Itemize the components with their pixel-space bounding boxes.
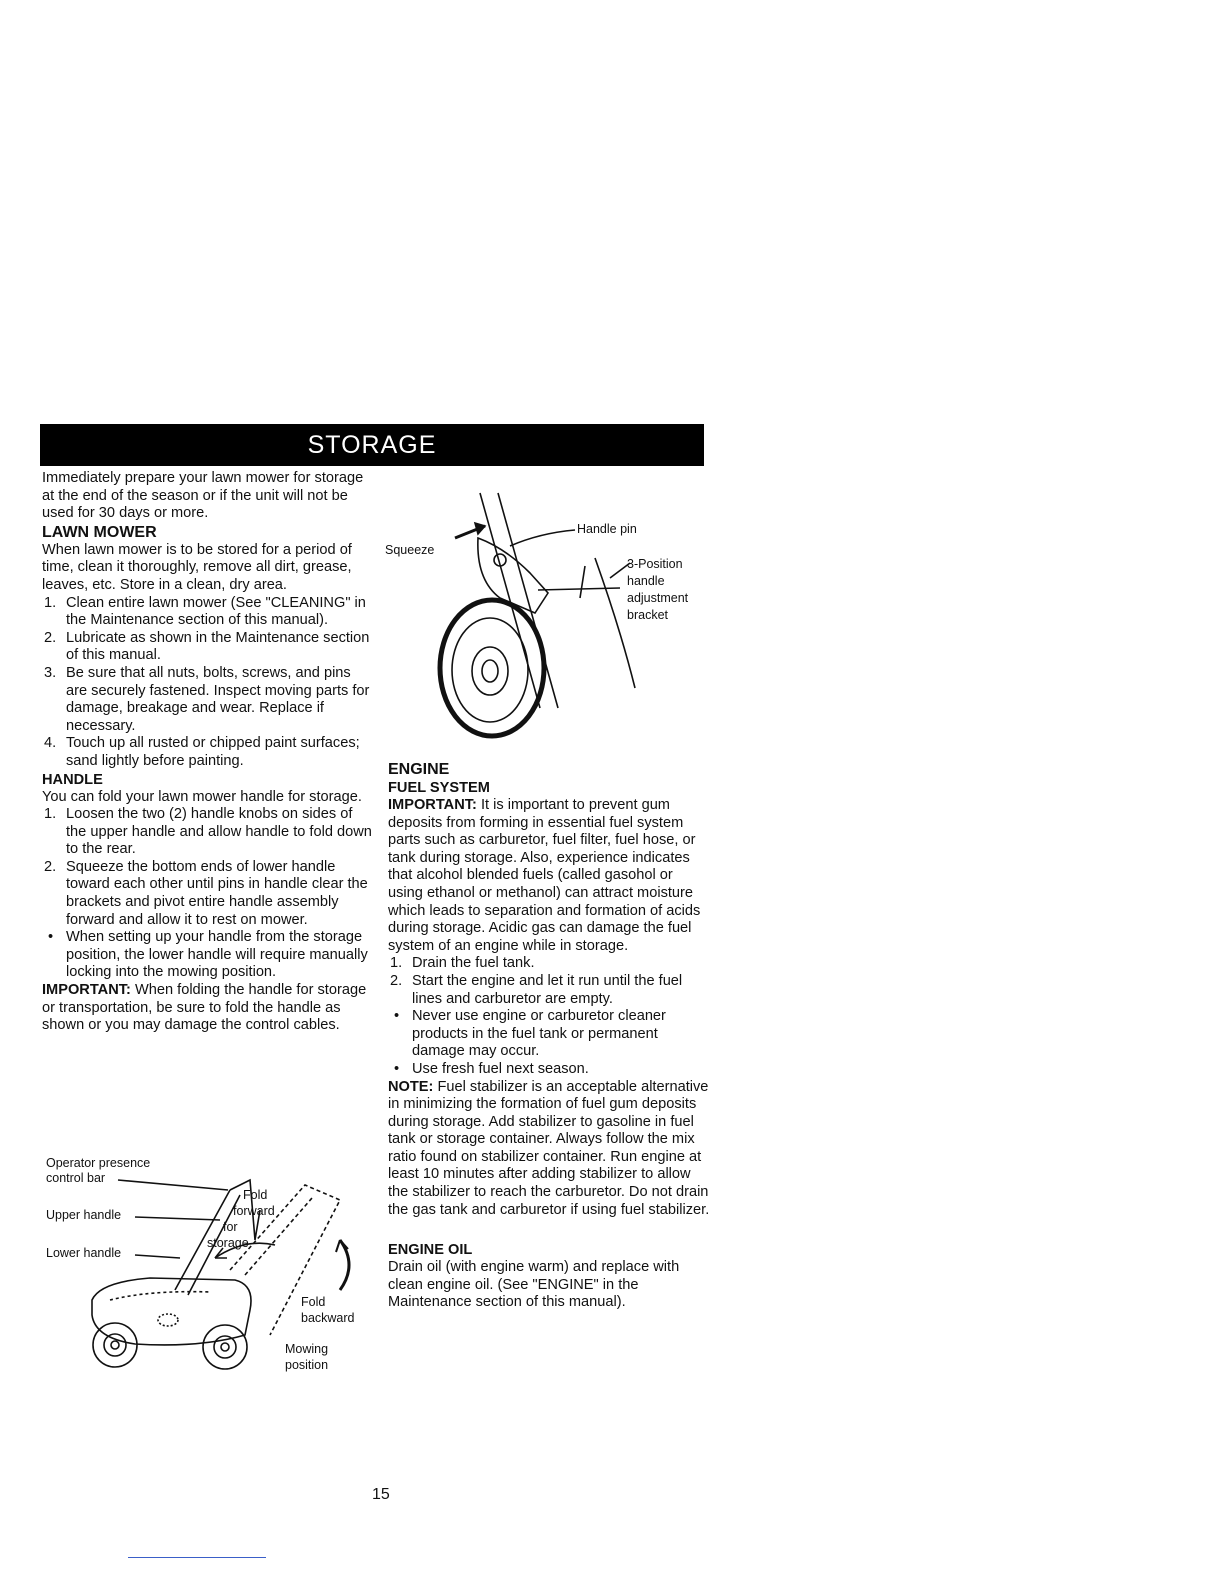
lawn-mower-heading: LAWN MOWER	[42, 523, 157, 541]
fold-backward-label: Fold	[301, 1295, 326, 1309]
fold-forward-label-3: for	[223, 1220, 238, 1234]
fold-forward-label-2: forward	[233, 1204, 275, 1218]
page-number: 15	[372, 1486, 390, 1503]
right-column	[388, 760, 710, 1312]
fold-backward-label-2: backward	[301, 1311, 355, 1325]
fuel-system-heading: FUEL SYSTEM	[388, 780, 490, 796]
handle-heading: HANDLE	[42, 771, 103, 788]
fuel-important: IMPORTANT: It is important to prevent gum deposits from forming in essential fuel system parts such as carburetor, fuel filter, fuel hose, or tank during storage. Also, experience indicates that alcohol blended fuels (called gasohol or using ethanol or methanol) can attract moisture which leads to separation and formation of acids during storage. Acidic gas can damage the fuel system of an engine while in storage.	[388, 797, 701, 954]
lawn-mower-steps	[42, 595, 372, 771]
lawn-mower-text: When lawn mower is to be stored for a period of time, clean it thoroughly, remove all dirt, grease, leaves, etc. Store in a clean, dry area.	[42, 541, 352, 593]
fold-forward-label: Fold	[243, 1188, 268, 1202]
list-item: 1. Drain the fuel tank.	[390, 955, 535, 972]
upper-handle-label: Upper handle	[46, 1208, 122, 1222]
list-item: 3. Be sure that all nuts, bolts, screws, and pins are securely fastened. Inspect moving parts for damage, breakage and wear. Replace if necessary.	[44, 664, 370, 734]
bracket-label-4: bracket	[627, 608, 668, 622]
list-item: 4. Touch up all rusted or chipped paint surfaces; sand lightly before painting.	[44, 735, 360, 769]
section-banner: STORAGE	[40, 424, 704, 466]
list-item: 2. Start the engine and let it run until the fuel lines and carburetor are empty.	[390, 972, 683, 1007]
mowing-position-label-2: position	[285, 1358, 329, 1372]
handle-pin-label: Handle pin	[577, 522, 637, 536]
fold-forward-label-4: storage	[207, 1236, 249, 1250]
bracket-figure	[380, 478, 710, 740]
list-item: • When setting up your handle from the storage position, the lower handle will require manually locking into the mowing position.	[48, 929, 368, 981]
handle-steps	[42, 806, 372, 982]
list-item: • Never use engine or carburetor cleaner products in the fuel tank or permanent damage may occur.	[394, 1008, 666, 1060]
mower-illustration	[40, 1150, 380, 1405]
bracket-label-3: adjustment	[627, 591, 689, 605]
bracket-label-2: handle	[627, 574, 665, 588]
operator-label-2: control bar	[46, 1171, 106, 1185]
handle-fold-figure	[40, 1150, 380, 1405]
handle-important: IMPORTANT: When folding the handle for storage or transportation, be sure to fold the handle as shown or you may damage the control cables.	[42, 982, 367, 1034]
footer-rule	[128, 1557, 266, 1558]
squeeze-label: Squeeze	[385, 543, 435, 557]
lower-handle-label: Lower handle	[46, 1246, 122, 1260]
mowing-position-label: Mowing	[285, 1342, 329, 1356]
operator-label: Operator presence	[46, 1156, 151, 1170]
engine-heading: ENGINE	[388, 761, 450, 778]
list-item: 2. Lubricate as shown in the Maintenance section of this manual.	[44, 629, 370, 664]
fuel-steps	[388, 955, 710, 1078]
list-item: 1. Loosen the two (2) handle knobs on sides of the upper handle and allow handle to fold down to the rear.	[44, 806, 372, 858]
list-item: 2. Squeeze the bottom ends of lower handle toward each other until pins in handle clear the brackets and pivot entire handle assembly forward and allow it to rest on mower.	[44, 858, 368, 928]
engine-oil-text: Drain oil (with engine warm) and replace with clean engine oil. (See "ENGINE" in the Maintenance section of this manual).	[388, 1259, 680, 1311]
list-item: 1. Clean entire lawn mower (See "CLEANING" in the Maintenance section of this manual).	[44, 594, 366, 629]
list-item: • Use fresh fuel next season.	[394, 1060, 589, 1077]
fuel-note: NOTE: Fuel stabilizer is an acceptable alternative in minimizing the formation of fuel gum deposits during storage. Add stabilizer to gasoline in fuel tank or storage container. Always follow the mix ratio found on stabilizer container. Run engine at least 10 minutes after adding stabilizer to allow the stabilizer to reach the carburetor. Do not drain the gas tank and carburetor if using fuel stabilizer.	[388, 1078, 710, 1218]
engine-oil-heading: ENGINE OIL	[388, 1242, 473, 1259]
handle-text: You can fold your lawn mower handle for storage.	[42, 788, 362, 805]
bracket-label: 3-Position	[627, 557, 683, 571]
left-column	[42, 470, 372, 1035]
intro-paragraph: Immediately prepare your lawn mower for storage at the end of the season or if the unit will not be used for 30 days or more.	[42, 470, 364, 522]
